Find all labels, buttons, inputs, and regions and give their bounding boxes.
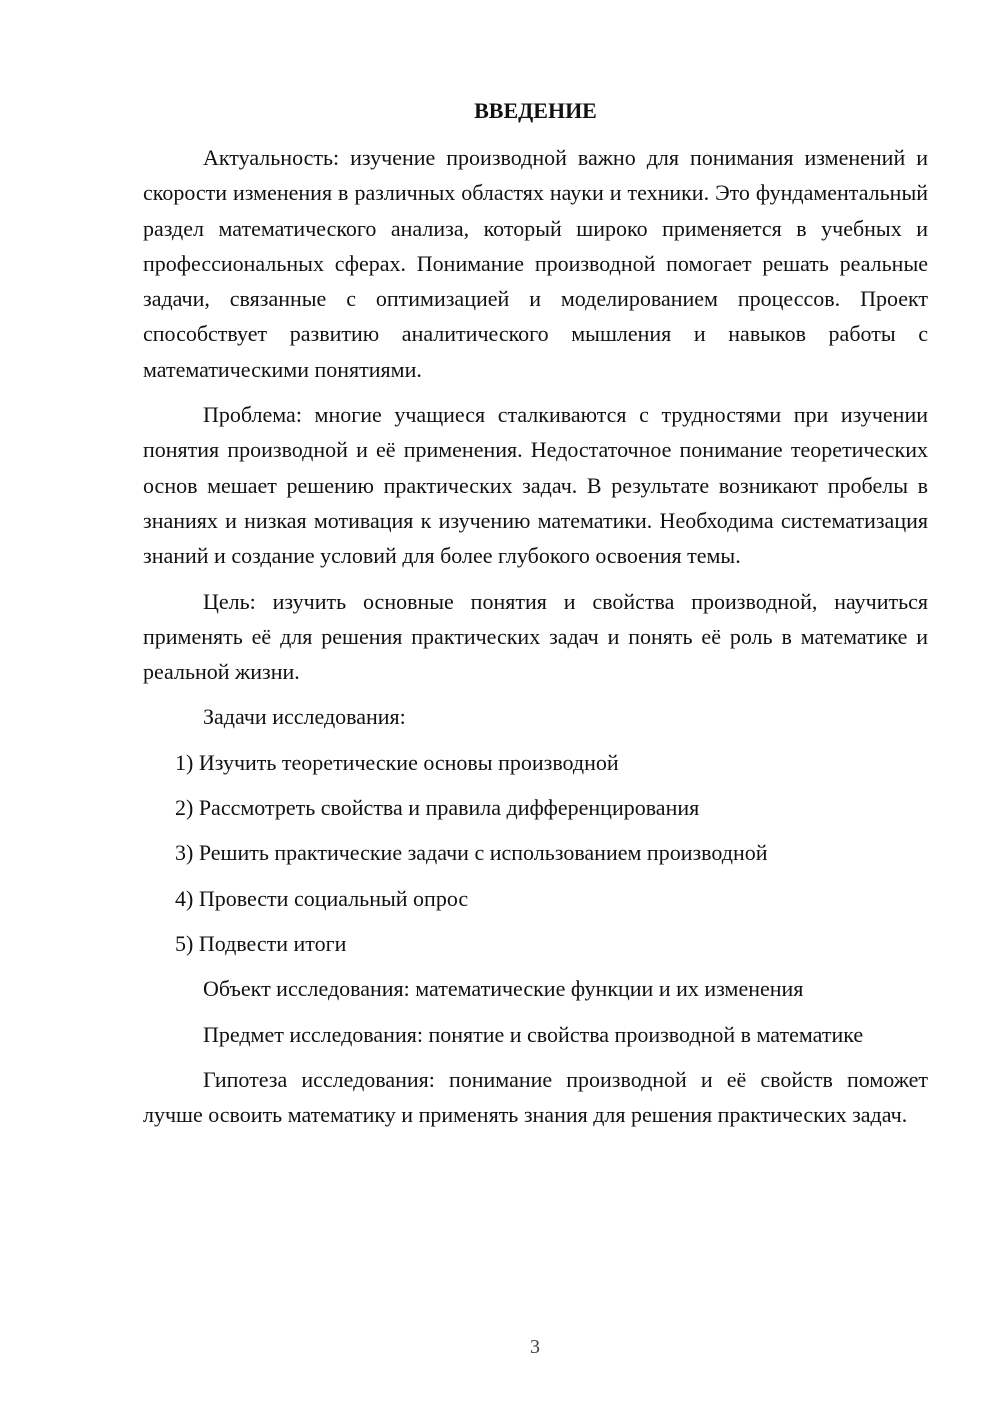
hypothesis-paragraph: Гипотеза исследования: понимание производной и её свойств поможет лучше освоить математику и применять знания для решения практических задач. [143,1066,928,1128]
problem-paragraph: Проблема: многие учащиеся сталкиваются с трудностями при изучении понятия производной и её применения. Недостаточное понимание теоретических основ мешает решению практических задач. В результате возникают пробелы в знаниях и низкая мотивация к изучению математики. Необходима систематизация знаний и создание условий для более глубокого освоения темы. [143,402,928,569]
relevance-paragraph: Актуальность: изучение производной важно для понимания изменений и скорости изменения в различных областях науки и техники. Это фундаментальный раздел математического анализа, который широко применяется в учебных и профессиональных сферах. Понимание производной помогает решать реальные задачи, связанные с оптимизацией и моделированием процессов. Проект способствует развитию аналитического мышления и навыков работы с математическими понятиями. [143,145,928,382]
task-item-4: 4) Провести социальный опрос [175,885,469,911]
tasks-title: Задачи исследования: [203,704,406,730]
subject-paragraph: Предмет исследования: понятие и свойства производной в математике [203,1021,864,1047]
object-paragraph: Объект исследования: математические функции и их изменения [203,976,804,1002]
task-item-3: 3) Решить практические задачи с использованием производной [175,840,768,866]
tasks-list [143,745,928,961]
goal-paragraph: Цель: изучить основные понятия и свойства производной, научиться применять её для решения практических задач и понять её роль в математике и реальной жизни. [143,588,928,685]
page-title: ВВЕДЕНИЕ [474,98,597,123]
task-item-5: 5) Подвести итоги [175,930,347,956]
task-item-1: 1) Изучить теоретические основы производной [175,749,619,775]
page-number: 3 [530,1336,540,1358]
task-item-2: 2) Рассмотреть свойства и правила дифференцирования [175,795,700,821]
document-page [143,96,928,1142]
